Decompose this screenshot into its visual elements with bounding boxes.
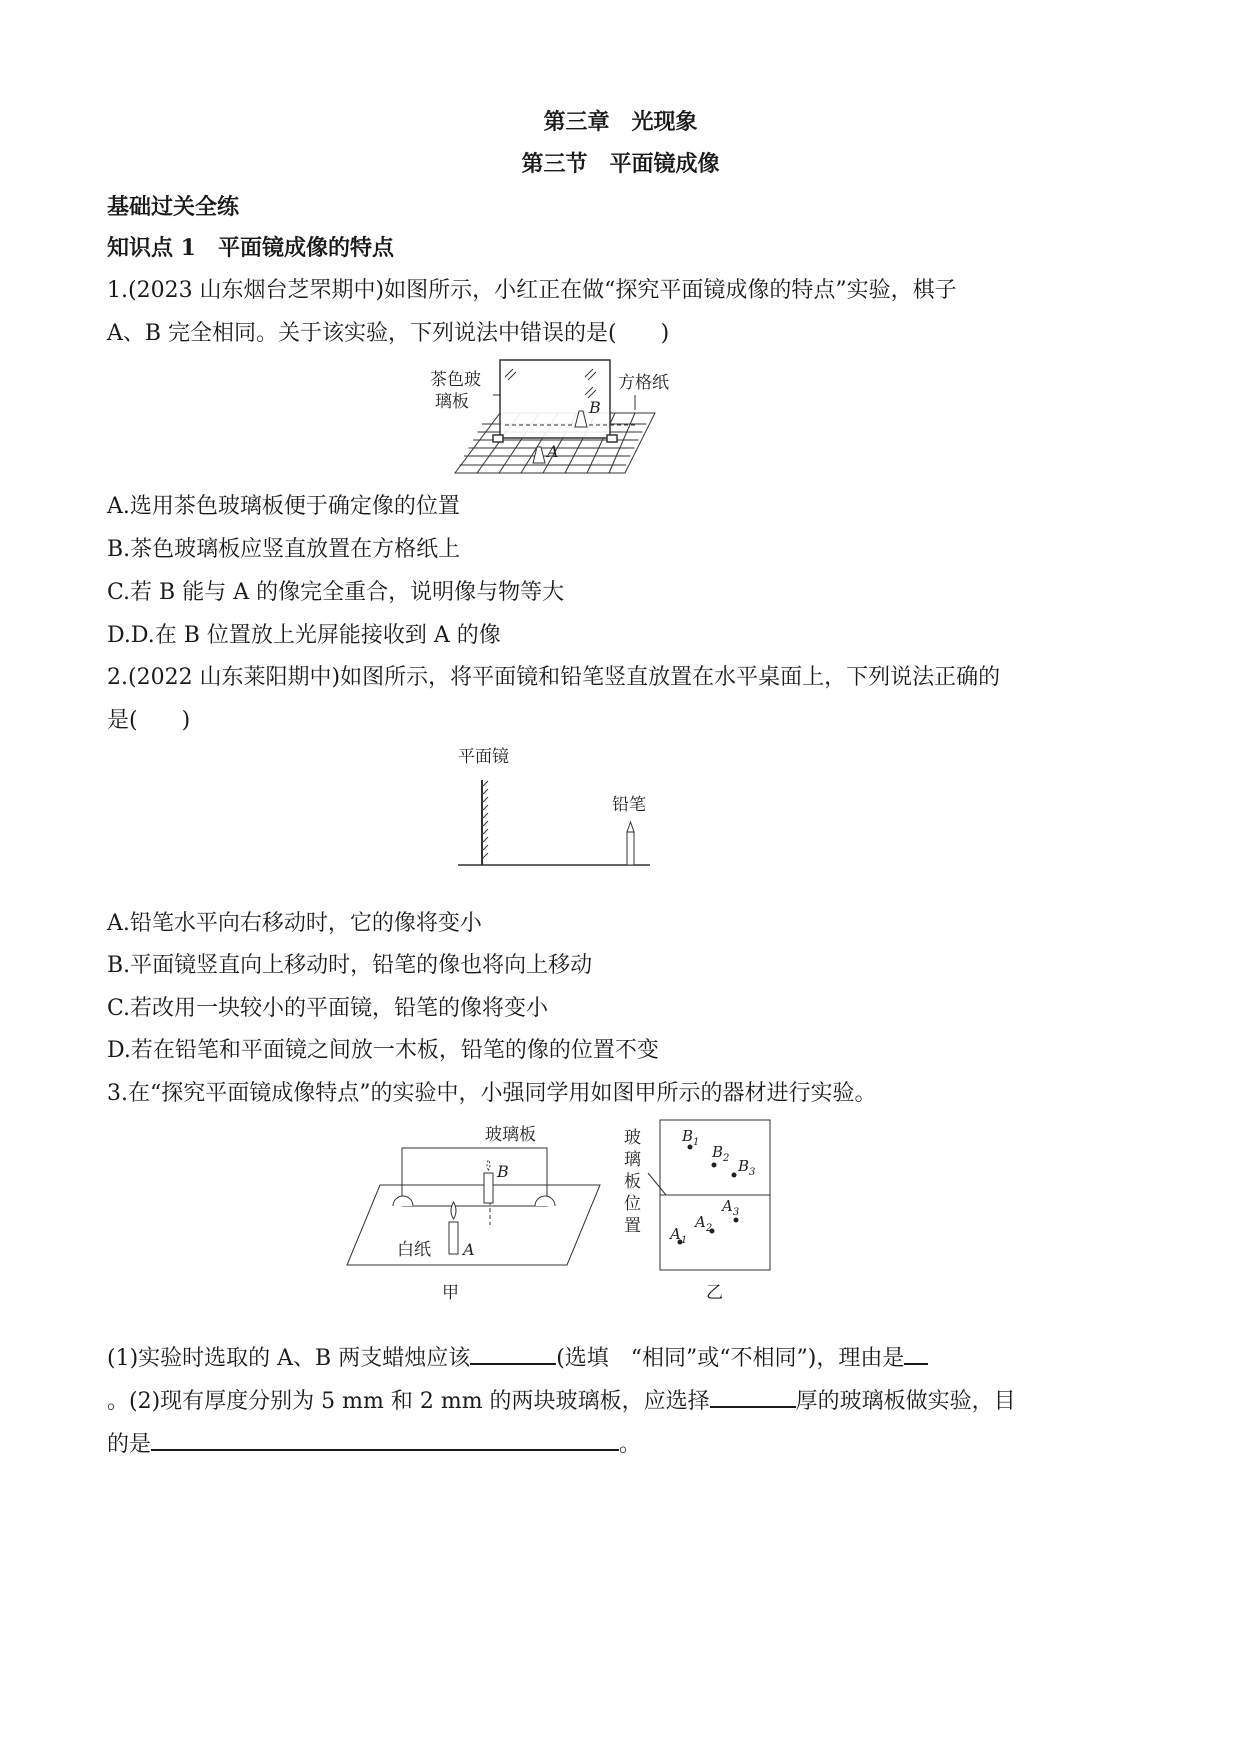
- point-b2: [712, 1163, 717, 1168]
- label-grid-paper: 方格纸: [618, 373, 669, 393]
- q3-sub2-text-c: 的是: [107, 1432, 152, 1457]
- q1-stem-line2: A、B 完全相同。关于该实验，下列说法中错误的是( ): [107, 321, 670, 346]
- label-b2: $B_2$: [712, 1143, 730, 1164]
- q3-figure-jia: [345, 1115, 605, 1305]
- pencil: [627, 822, 634, 865]
- label-glass-position: [624, 1128, 641, 1236]
- svg-text:璃: 璃: [624, 1150, 641, 1170]
- plane-mirror: [482, 780, 488, 865]
- label-glass-line2: 璃板: [435, 392, 469, 412]
- knowledge-point-heading: 知识点 1 平面镜成像的特点: [107, 235, 394, 261]
- q3-sub2-text-a: 。(2)现有厚度分别为 5 mm 和 2 mm 的两块玻璃板，应选择: [107, 1389, 710, 1414]
- q3-sub2: [107, 1384, 1016, 1417]
- caption-jia: 甲: [442, 1283, 459, 1303]
- q1-option-a: A.选用茶色玻璃板便于确定像的位置: [107, 494, 460, 519]
- label-white-paper: 白纸: [397, 1240, 431, 1260]
- q3-sub2-period: 。: [619, 1432, 642, 1457]
- label-plane-mirror: 平面镜: [458, 747, 509, 767]
- q3-stem: 3.在“探究平面镜成像特点”的实验中，小强同学用如图甲所示的器材进行实验。: [107, 1081, 877, 1106]
- label-b3: $B_3$: [738, 1157, 756, 1178]
- point-b1: [688, 1145, 693, 1150]
- svg-text:玻: 玻: [624, 1128, 641, 1148]
- answer-blank-1[interactable]: [470, 1341, 556, 1365]
- q3-figure-yi: [618, 1115, 778, 1305]
- point-a3: [734, 1218, 739, 1223]
- q3-sub1-text-b: (选填 “相同”或“不相同”)，理由是: [556, 1346, 905, 1371]
- answer-blank-2[interactable]: [904, 1341, 928, 1365]
- label-b: B: [589, 398, 601, 417]
- label-a: A: [547, 442, 559, 461]
- answer-blank-3[interactable]: [710, 1384, 796, 1408]
- q3-sub1: [107, 1341, 928, 1374]
- q3-sub2-text-b: 厚的玻璃板做实验，目: [795, 1389, 1016, 1414]
- q3-sub2-cont: [107, 1427, 641, 1460]
- q3-sub1-text-a: (1)实验时选取的 A、B 两支蜡烛应该: [107, 1346, 471, 1371]
- candle-b: [484, 1160, 493, 1203]
- q2-option-d: D.若在铅笔和平面镜之间放一木板，铅笔的像的位置不变: [107, 1038, 659, 1063]
- label-pencil: 铅笔: [612, 795, 646, 815]
- section-title: 第三节 平面镜成像: [521, 151, 720, 177]
- label-glass-plate: 玻璃板: [485, 1125, 536, 1145]
- q2-figure-mirror-pencil: [450, 740, 660, 870]
- caption-yi: 乙: [706, 1283, 723, 1303]
- label-a1: $A_1$: [670, 1225, 688, 1246]
- label-glass-line1: 茶色玻: [430, 370, 481, 390]
- q2-option-b: B.平面镜竖直向上移动时，铅笔的像也将向上移动: [107, 953, 593, 978]
- q2-stem-line2: 是( ): [107, 708, 191, 733]
- label-a3: $A_3$: [722, 1197, 740, 1218]
- chess-piece-a: [533, 447, 545, 463]
- q1-option-d: D.D.在 B 位置放上光屏能接收到 A 的像: [107, 623, 501, 648]
- label-a: A: [463, 1240, 475, 1259]
- q2-option-c: C.若改用一块较小的平面镜，铅笔的像将变小: [107, 996, 549, 1021]
- glass-plate: [402, 1148, 547, 1206]
- label-a2: $A_2$: [695, 1213, 713, 1234]
- q2-option-a: A.铅笔水平向右移动时，它的像将变小: [107, 911, 482, 936]
- svg-text:位: 位: [624, 1194, 641, 1214]
- candle-a: [449, 1202, 458, 1254]
- q1-option-b: B.茶色玻璃板应竖直放置在方格纸上: [107, 537, 461, 562]
- q2-stem-line1: 2.(2022 山东莱阳期中)如图所示，将平面镜和铅笔竖直放置在水平桌面上，下列说法正确的: [107, 665, 1001, 690]
- svg-text:置: 置: [624, 1216, 641, 1236]
- label-b: B: [497, 1162, 509, 1181]
- label-b1: $B_1$: [682, 1127, 700, 1148]
- practice-heading: 基础过关全练: [107, 194, 240, 220]
- q1-stem-line1: 1.(2023 山东烟台芝罘期中)如图所示，小红正在做“探究平面镜成像的特点”实验，棋子: [107, 278, 957, 303]
- svg-text:板: 板: [624, 1172, 641, 1192]
- answer-blank-4[interactable]: [151, 1427, 619, 1451]
- point-b3: [732, 1173, 737, 1178]
- q1-option-c: C.若 B 能与 A 的像完全重合，说明像与物等大: [107, 580, 565, 605]
- q1-figure-glass-plate-setup: [425, 355, 685, 480]
- chapter-title: 第三章 光现象: [543, 109, 698, 135]
